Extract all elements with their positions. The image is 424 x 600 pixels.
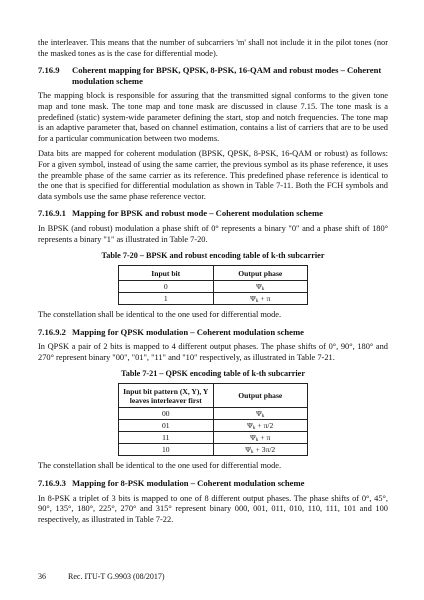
table-cell: $\Psi_k$ bbox=[213, 408, 308, 420]
table-caption: Table 7-21 – QPSK encoding table of k-th subcarrier bbox=[121, 369, 305, 379]
section-number: 7.16.9.2 bbox=[38, 326, 66, 337]
table-cell: $\Psi_k + \pi$ bbox=[213, 432, 308, 444]
section-heading-7-16-9 bbox=[38, 65, 388, 86]
table-cell: 00 bbox=[119, 408, 214, 420]
table-row bbox=[119, 293, 308, 305]
paragraph: In 8-PSK a triplet of 3 bits is mapped to one of 8 different output phases. The phase shifts of 0°, 45°, 90°, 135°, 180°, 225°, 270° and 315° represent binary 000, 001, 011, 010, 110, 111, 101 and 100 respectively, as illustrated in Table 7-22. bbox=[38, 493, 388, 524]
table-row bbox=[119, 408, 308, 420]
table-header: Output phase bbox=[213, 266, 308, 281]
table-cell: 0 bbox=[119, 281, 214, 293]
paragraph: The mapping block is responsible for assuring that the transmitted signal conforms to the given tone map and tone mask. The tone map and tone mask are discussed in clause 7.15. The tone mask is a predefined (static) system-wide parameter defining the start, stop and notch frequencies. The tone map is an adaptive parameter that, based on channel estimation, contains a list of carriers that are to be used for a particular communication between two modems. bbox=[38, 91, 388, 143]
table-row bbox=[119, 281, 308, 293]
table-cell: $\Psi_k + 3\pi/2$ bbox=[213, 444, 308, 456]
table-caption: Table 7-20 – BPSK and robust encoding table of k-th subcarrier bbox=[101, 251, 325, 261]
table-row bbox=[119, 420, 308, 432]
table-cell: $\Psi_k + \pi$ bbox=[213, 293, 308, 305]
section-heading-7-16-9-2 bbox=[38, 327, 388, 338]
section-title: Mapping for BPSK and robust mode – Coherent modulation scheme bbox=[72, 208, 323, 219]
table-header: Output phase bbox=[213, 384, 308, 408]
section-title: Mapping for QPSK modulation – Coherent modulation scheme bbox=[72, 326, 304, 337]
page-footer bbox=[38, 572, 165, 581]
document-page bbox=[38, 38, 388, 525]
paragraph: The constellation shall be identical to the one used for differential mode. bbox=[38, 310, 282, 320]
table-cell: 01 bbox=[119, 420, 214, 432]
paragraph: In BPSK (and robust) modulation a phase shift of 0° represents a binary "0" and a phase shift of 180° represents a binary "1" as illustrated in Table 7-20. bbox=[38, 223, 388, 244]
table-cell: 10 bbox=[119, 444, 214, 456]
paragraph: Data bits are mapped for coherent modulation (BPSK, QPSK, 8-PSK, 16-QAM or robust) as follows: For a given symbol, instead of using the same carrier, the previous symbol as its phase reference, it uses the preamble phase of the same carrier as its reference. This predefined phase reference is identical to the one that is specified for differential modulation as shown in Table 7-11. Both the FCH symbols and data symbols use the same phase reference vector. bbox=[38, 149, 388, 201]
table-cell: $\Psi_k + \pi/2$ bbox=[213, 420, 308, 432]
table-cell: 1 bbox=[119, 293, 214, 305]
section-heading-7-16-9-3 bbox=[38, 478, 388, 489]
bpsk-encoding-table bbox=[118, 265, 308, 305]
table-header: Input bit pattern (X, Y), Y leaves interleaver first bbox=[119, 384, 214, 408]
table-cell: $\Psi_k$ bbox=[213, 281, 308, 293]
table-header: Input bit bbox=[119, 266, 214, 281]
section-number: 7.16.9.1 bbox=[38, 208, 66, 219]
section-heading-7-16-9-1 bbox=[38, 208, 388, 219]
section-number: 7.16.9.3 bbox=[38, 478, 66, 489]
section-number: 7.16.9 bbox=[38, 65, 60, 76]
section-title: Mapping for 8-PSK modulation – Coherent modulation scheme bbox=[72, 478, 305, 489]
recommendation-id: Rec. ITU-T G.9903 (08/2017) bbox=[68, 572, 165, 581]
intro-paragraph: the interleaver. This means that the number of subcarriers 'm' shall not include it in the pilot tones (nor the masked tones as is the case for differential mode). bbox=[38, 38, 388, 58]
paragraph: In QPSK a pair of 2 bits is mapped to 4 different output phases. The phase shifts of 0°, 90°, 180° and 270° represent binary "00", "01", "11" and "10" respectively, as illustrated in Table 7-21. bbox=[38, 342, 388, 362]
qpsk-encoding-table bbox=[118, 383, 308, 456]
table-row bbox=[119, 432, 308, 444]
paragraph: The constellation shall be identical to the one used for differential mode. bbox=[38, 461, 282, 471]
table-cell: 11 bbox=[119, 432, 214, 444]
section-title: Coherent mapping for BPSK, QPSK, 8-PSK, 16-QAM and robust modes – Coherent modulation scheme bbox=[72, 65, 382, 86]
table-row bbox=[119, 444, 308, 456]
page-number: 36 bbox=[38, 572, 46, 581]
